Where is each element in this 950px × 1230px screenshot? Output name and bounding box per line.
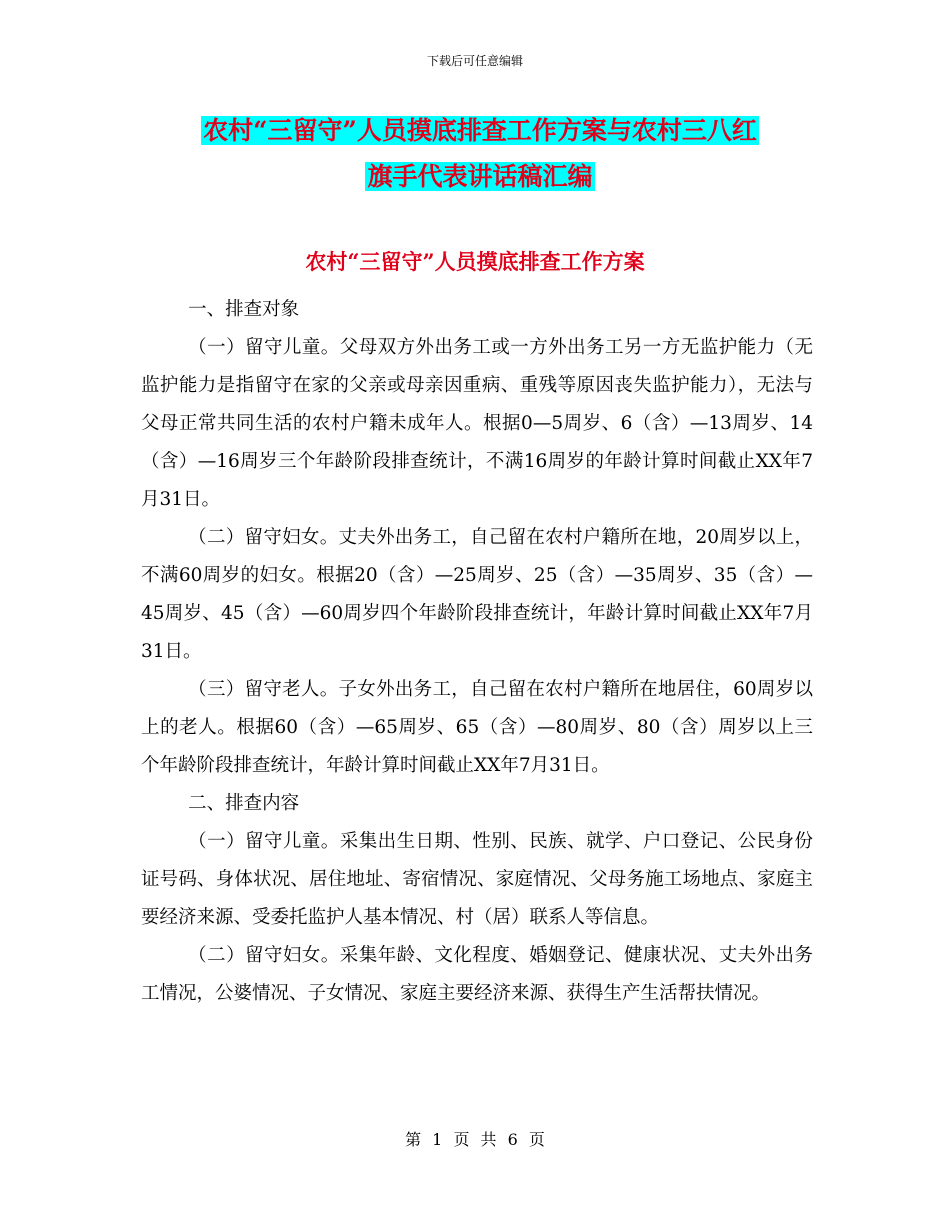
paragraph-children-info: （一）留守儿童。采集出生日期、性别、民族、就学、户口登记、公民身份证号码、身体状况、居住地址、寄宿情况、家庭情况、父母务施工场地点、家庭主要经济来源、受委托监护人基本情况、村（居）联系人等信息。	[141, 831, 813, 928]
paragraph-women-info: （二）留守妇女。采集年龄、文化程度、婚姻登记、健康状况、丈夫外出务工情况，公婆情况、子女情况、家庭主要经济来源、获得生产生活帮扶情况。	[141, 945, 813, 1004]
heading-targets: 一、排查对象	[188, 299, 300, 320]
document-title	[140, 108, 820, 200]
document-title-line1: 农村“三留守”人员摸底排查工作方案与农村三八红	[203, 116, 757, 145]
paragraph-left-behind-elderly: （三）留守老人。子女外出务工，自己留在农村户籍所在地居住，60周岁以上的老人。根据60（含）—65周岁、65（含）—80周岁、80（含）周岁以上三个年龄阶段排查统计，年龄计算时间截止XX年7月31日。	[141, 679, 813, 776]
heading-contents: 二、排查内容	[188, 793, 300, 814]
document-title-line2: 旗手代表讲话稿汇编	[367, 162, 593, 191]
paragraph-left-behind-children: （一）留守儿童。父母双方外出务工或一方外出务工另一方无监护能力（无监护能力是指留守在家的父亲或母亲因重病、重残等原因丧失监护能力），无法与父母正常共同生活的农村户籍未成年人。根据0—5周岁、6（含）—13周岁、14（含）—16周岁三个年龄阶段排查统计，不满16周岁的年龄计算时间截止XX年7月31日。	[141, 337, 813, 510]
document-body	[141, 291, 813, 1013]
paragraph-left-behind-women: （二）留守妇女。丈夫外出务工，自己留在农村户籍所在地，20周岁以上，不满60周岁的妇女。根据20（含）—25周岁、25（含）—35周岁、35（含）—45周岁、45（含）—60周岁四个年龄阶段排查统计，年龄计算时间截止XX年7月31日。	[141, 527, 813, 662]
page-number: 第 1 页 共 6 页	[405, 1130, 545, 1149]
section-title: 农村“三留守”人员摸底排查工作方案	[305, 249, 645, 274]
header-note: 下载后可任意编辑	[426, 54, 523, 68]
